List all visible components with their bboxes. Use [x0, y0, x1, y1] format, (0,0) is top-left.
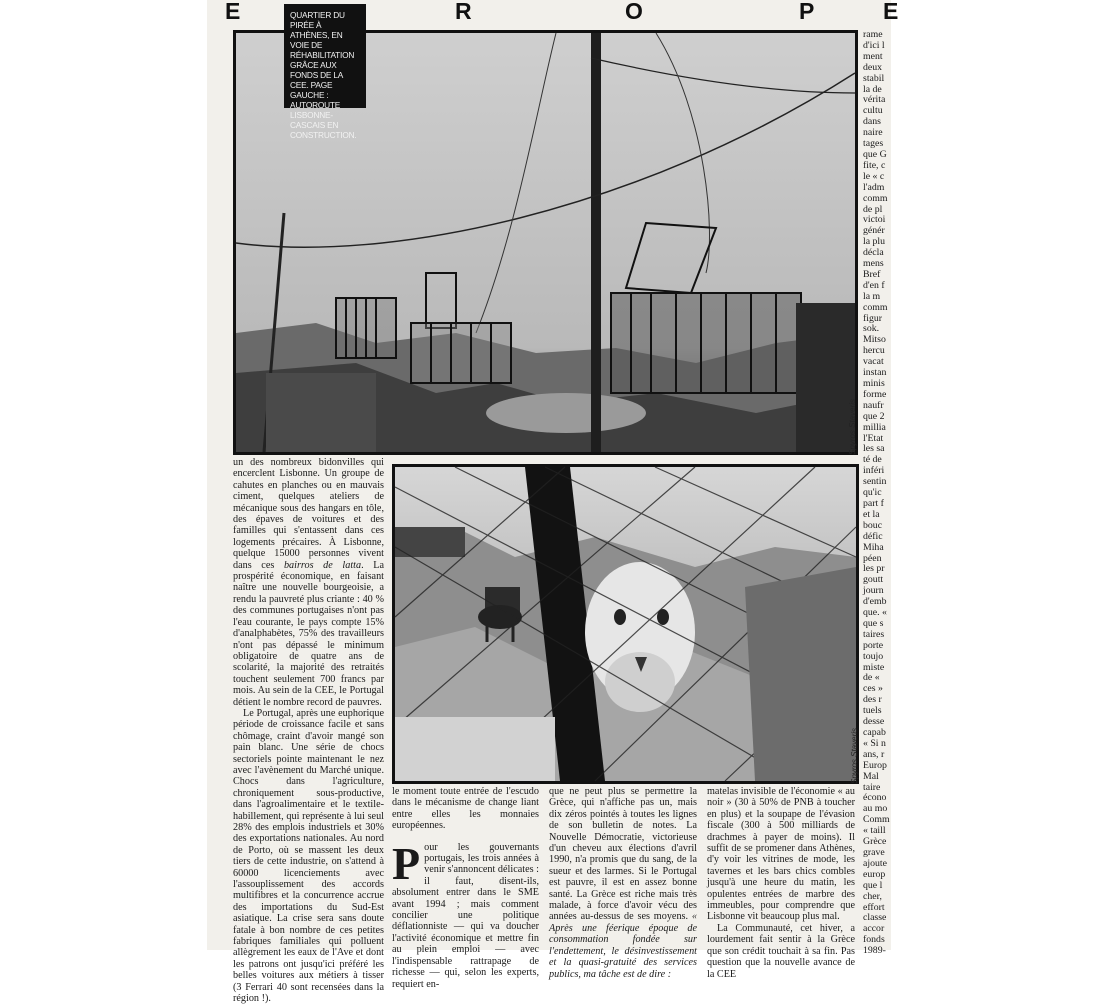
- cropped-line: Mitso: [863, 334, 886, 346]
- cropped-line: ces »: [863, 683, 883, 695]
- cropped-line: capab: [863, 727, 886, 738]
- cropped-line: la plu: [863, 236, 886, 248]
- cropped-line: inféri: [863, 465, 885, 477]
- article-column-3: [549, 786, 697, 980]
- cropped-line: que G: [863, 148, 887, 160]
- cropped-line: de pl: [863, 203, 883, 215]
- cropped-line: toujo: [863, 650, 884, 662]
- cropped-line: Comm: [863, 814, 890, 826]
- photo-goat-fence: [392, 464, 859, 784]
- cropped-line: desse: [863, 716, 885, 728]
- cropped-line: millia: [863, 421, 886, 433]
- photo-caption: QUARTIER DU PIRÉE À ATHÈNES, EN VOIE DE RÉHABILITATION GRÂCE AUX FONDS DE LA CEE. PAGE GAUCHE : AUTOROUTE LISBONNE-CASCAIS EN CONSTRUCTION.: [290, 10, 357, 140]
- cropped-line: tuels: [863, 705, 882, 717]
- cropped-line: dans: [863, 116, 881, 128]
- italic-term: bairros de latta: [283, 559, 362, 571]
- magazine-page: [207, 0, 900, 1005]
- cropped-line: té de: [863, 454, 882, 466]
- cropped-line: classe: [863, 912, 887, 924]
- cropped-line: deux: [863, 61, 883, 73]
- cropped-line: ment: [863, 50, 883, 62]
- cropped-line: naire: [863, 127, 883, 139]
- goat-photo-image: [395, 467, 856, 781]
- cropped-line: génér: [863, 225, 885, 237]
- cropped-line: de «: [863, 672, 880, 684]
- article-column-2: [392, 786, 539, 990]
- cropped-line: accor: [863, 923, 885, 935]
- cropped-line: taires: [863, 628, 885, 640]
- header-letter: P: [799, 0, 816, 24]
- cropped-line: miste: [863, 661, 885, 673]
- cropped-line: 1989-: [863, 945, 886, 957]
- text-run: que ne peut plus se permettre la Grèce, qui n'affiche pas un, mais dix zéros pointés à toutes les lignes de son bulletin de notes. La Nouvelle Démocratie, victorieuse d'un cheveu aux élections d'avril 1990, n'a promis que du sang, de la sueur et des larmes. Si le Portugal est pauvre, il est en assez bonne santé. La Grèce est riche mais très malade, à force d'avoir vécu des années au-dessus de ses moyens.: [549, 786, 697, 923]
- cropped-line: Bref: [863, 268, 881, 280]
- cropped-line: forme: [863, 388, 887, 400]
- cropped-line: et la: [863, 508, 880, 520]
- cropped-line: qu'ic: [863, 487, 882, 499]
- cropped-line: que l: [863, 879, 883, 891]
- italic-quote: « Après une féerique époque de consommation fondée sur l'endettement, le désinvestissement et la quasi-gratuité des services publics, ma tâche est de dire :: [549, 911, 697, 980]
- cropped-line: la m: [863, 290, 881, 302]
- header-letter: E: [883, 0, 900, 24]
- cropped-line: au mo: [863, 803, 888, 815]
- cropped-line: europ: [863, 868, 886, 880]
- cropped-line: ajoute: [863, 857, 887, 869]
- text-run: . La prospérité économique, en faisant naître une nouvelle bourgeoisie, a rendu la pauvreté plus criante : 40 % des communes portugaises n'ont pas l'eau courante, le pays compte 15% d'analphabètes, 75% des travailleurs n'ont pas dépassé le minimum obligatoire de quatre ans de scolarité, la majorité des retraités touchent seulement 700 francs par mois. Au sein de la CEE, le Portugal détient le nombre record de pauvres.: [233, 559, 385, 708]
- article-column-4: [707, 786, 855, 980]
- cropped-line: l'Etat: [863, 432, 884, 444]
- paragraph: La Communauté, cet hiver, a lourdement fait sentir à la Grèce que son crédit touchait à sa fin. Pas question que la nouvelle avance de la CEE: [707, 922, 855, 980]
- cropped-line: minis: [863, 378, 885, 389]
- header-letter: E: [225, 0, 242, 24]
- cropped-line: les sa: [863, 443, 885, 455]
- cropped-line: Miha: [863, 541, 884, 553]
- cropped-line: le « c: [863, 170, 885, 182]
- cropped-line: écono: [863, 792, 887, 804]
- paragraph: [233, 457, 384, 708]
- cropped-line: grave: [863, 846, 885, 858]
- paragraph-with-dropcap: [392, 837, 539, 990]
- cropped-line: goutt: [863, 574, 884, 586]
- cropped-line: que s: [863, 617, 884, 629]
- header-letter: O: [625, 0, 644, 24]
- photo-credit-bottom: Spyros Staveris: [850, 727, 859, 784]
- cropped-line: Europ: [863, 759, 887, 771]
- cropped-line: cher,: [863, 890, 882, 902]
- cropped-line: Grèce: [863, 836, 887, 848]
- cropped-line: journ: [863, 585, 884, 597]
- paragraph: [549, 786, 697, 980]
- cropped-line: vacat: [863, 356, 884, 368]
- cropped-line: d'ici l: [863, 39, 885, 51]
- paragraph: le moment toute entrée de l'escudo dans le mécanisme de change liant entre elles les monnaies européennes.: [392, 786, 539, 832]
- cropped-line: instan: [863, 367, 887, 379]
- paragraph: Le Portugal, après une euphorique période de croissance facile et sans chômage, craint d'avoir mangé son pain blanc. Une série de chocs sectoriels pointe maintenant le nez avec l'avènement du Marché unique. Chocs dans l'agriculture, chroniquement sous-productive, dans l'agroalimentaire et le textile-habillement, qui représente à lui seul 28% des emplois industriels et 30% des exportations nationales. Au nord de Porto, où se massent les deux tiers de cette industrie, on s'attend à 60000 licenciements avec l'assouplissement des accords multifibres et la concurrence accrue des importations du Sud-Est asiatique. La crise sera sans doute fatale à bon nombre de ces petites fabriques familiales qui polluent allègrement les eaux de l'Ave et dont les patrons ont jusqu'ici préféré les belles voitures aux métiers à tisser (3 Ferrari 40 sont recensées dans la région !).: [233, 707, 384, 1005]
- cropped-line: l'adm: [863, 181, 885, 193]
- cropped-line: comm: [863, 192, 888, 204]
- paragraph: matelas invisible de l'économie « au noir » (30 à 50% de PNB à toucher en plus) et la soupape de l'évasion fiscale (300 à 500 milliards de drachmes à payer de moins). Il suffit de se promener dans Athènes, d'y voir les vitrines de mode, les tavernes et les bars chics combles jusqu'à une heure du matin, les opulentes entrées de marbre des immeubles, pour comprendre que Lisbonne vit beaucoup plus mal.: [707, 786, 855, 923]
- cropped-line: effort: [863, 901, 885, 913]
- cropped-line: stabil: [863, 72, 885, 84]
- cropped-line: sok.: [863, 323, 880, 335]
- cropped-line: Mal: [863, 770, 879, 782]
- article-column-5-cropped: [863, 30, 891, 957]
- cropped-line: hercu: [863, 345, 885, 357]
- photo-credit-top: Spyros Staveris: [848, 398, 857, 455]
- cropped-line: porte: [863, 639, 884, 651]
- cropped-line: mens: [863, 258, 884, 270]
- cropped-line: fite, c: [863, 159, 886, 171]
- cropped-line: victoi: [863, 214, 886, 226]
- cropped-line: tages: [863, 138, 884, 150]
- cropped-line: décla: [863, 247, 884, 259]
- cropped-line: taire: [863, 781, 881, 793]
- cropped-line: « Si n: [863, 737, 886, 749]
- cropped-line: défic: [863, 530, 883, 542]
- cropped-line: ans, r: [863, 748, 885, 760]
- cropped-line: fonds: [863, 934, 885, 946]
- text-run: un des nombreux bidonvilles qui encerclent Lisbonne. Un groupe de cahutes en planches ou en mauvais ciment, quelques ateliers de mécanique sous des hangars en tôle, des épaves de voitures et des familles qui s'entassent dans ces logements précaires. À Lisbonne, quelque 15000 personnes vivent dans ces: [233, 457, 384, 571]
- text-run: our les gouvernants portugais, les trois années à venir s'annoncent délicates : il faut, disent-ils, absolument entrer dans le SME avant 1994 ; mais comment concilier une politique déflationniste — qui va doucher l'activité économique et mettre fin au plein emploi — avec l'indispensable rattrapage de richesse — qui, selon les experts, requiert en-: [392, 841, 539, 990]
- cropped-line: cultu: [863, 105, 883, 117]
- cropped-line: d'en f: [863, 279, 885, 291]
- header-letter: R: [455, 0, 473, 24]
- photo-caption-box: [284, 4, 366, 140]
- cropped-line: péen: [863, 552, 882, 564]
- cropped-line: naufr: [863, 399, 884, 411]
- cropped-line: comm: [863, 301, 888, 313]
- cropped-line: que 2: [863, 410, 885, 422]
- cropped-line: les pr: [863, 563, 885, 575]
- cropped-line: figur: [863, 312, 883, 324]
- article-column-1: [233, 457, 384, 1005]
- cropped-line: vérita: [863, 94, 886, 106]
- cropped-line: bouc: [863, 519, 883, 531]
- cropped-line: des r: [863, 694, 882, 706]
- cropped-line: la de: [863, 83, 882, 95]
- dropcap: P: [392, 837, 421, 889]
- cropped-line: que. «: [863, 607, 887, 619]
- cropped-line: rame: [863, 29, 883, 40]
- cropped-line: sentin: [863, 476, 887, 488]
- cropped-line: « taill: [863, 825, 886, 837]
- cropped-line: part f: [863, 497, 884, 509]
- cropped-line: d'emb: [863, 596, 887, 608]
